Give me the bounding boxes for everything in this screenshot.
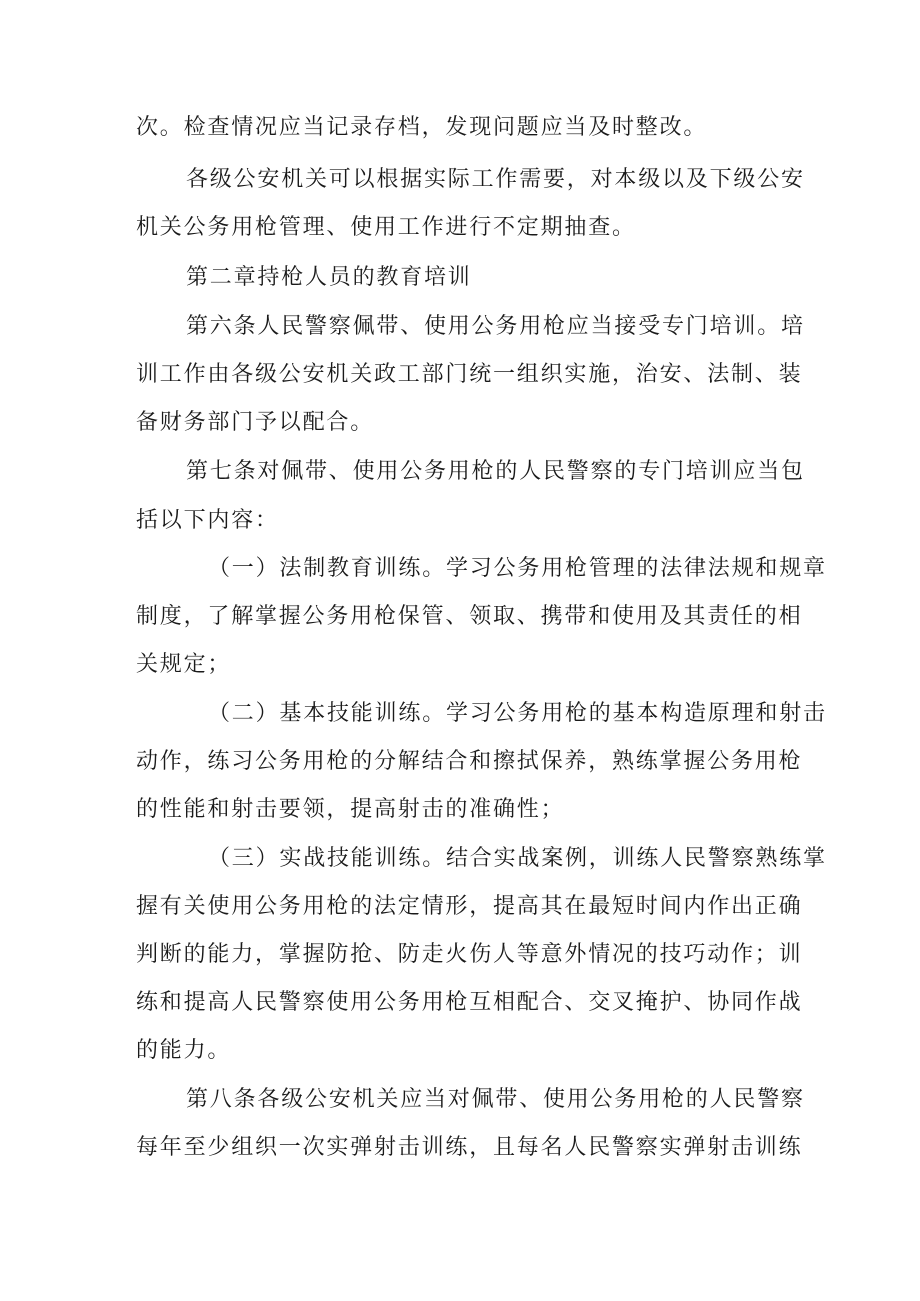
text-line: （三）实战技能训练。结合实战案例，训练人民警察熟练掌 <box>208 846 827 871</box>
text-line: 的能力。 <box>136 1038 232 1063</box>
text-line: （二）基本技能训练。学习公务用枪的基本构造原理和射击 <box>208 701 827 726</box>
text-line: 动作，练习公务用枪的分解结合和擦拭保养，熟练掌握公务用枪 <box>136 749 803 774</box>
text-line: 第八条各级公安机关应当对佩带、使用公务用枪的人民警察 <box>186 1087 805 1112</box>
text-line: 每年至少组织一次实弹射击训练，且每名人民警察实弹射击训练 <box>136 1135 803 1160</box>
text-line: 第六条人民警察佩带、使用公务用枪应当接受专门培训。培 <box>186 314 805 339</box>
text-line: 关规定； <box>136 652 232 677</box>
chapter-heading: 第二章持枪人员的教育培训 <box>186 265 472 290</box>
text-line: 第七条对佩带、使用公务用枪的人民警察的专门培训应当包 <box>186 459 805 484</box>
text-line: 训工作由各级公安机关政工部门统一组织实施，治安、法制、装 <box>136 362 803 387</box>
text-line: 制度，了解掌握公务用枪保管、领取、携带和使用及其责任的相 <box>136 604 803 629</box>
text-line: 练和提高人民警察使用公务用枪互相配合、交叉掩护、协同作战 <box>136 990 803 1015</box>
text-line: （一）法制教育训练。学习公务用枪管理的法律法规和规章 <box>208 556 827 581</box>
text-line: 机关公务用枪管理、使用工作进行不定期抽查。 <box>136 215 636 240</box>
text-line: 次。检查情况应当记录存档，发现问题应当及时整改。 <box>136 115 708 140</box>
text-line: 判断的能力，掌握防抢、防走火伤人等意外情况的技巧动作；训 <box>136 942 803 967</box>
text-line: 各级公安机关可以根据实际工作需要，对本级以及下级公安 <box>186 167 805 192</box>
text-line: 握有关使用公务用枪的法定情形，提高其在最短时间内作出正确 <box>136 894 803 919</box>
text-line: 的性能和射击要领，提高射击的准确性； <box>136 797 565 822</box>
text-line: 备财务部门予以配合。 <box>136 410 375 435</box>
text-line: 括以下内容： <box>136 508 279 533</box>
